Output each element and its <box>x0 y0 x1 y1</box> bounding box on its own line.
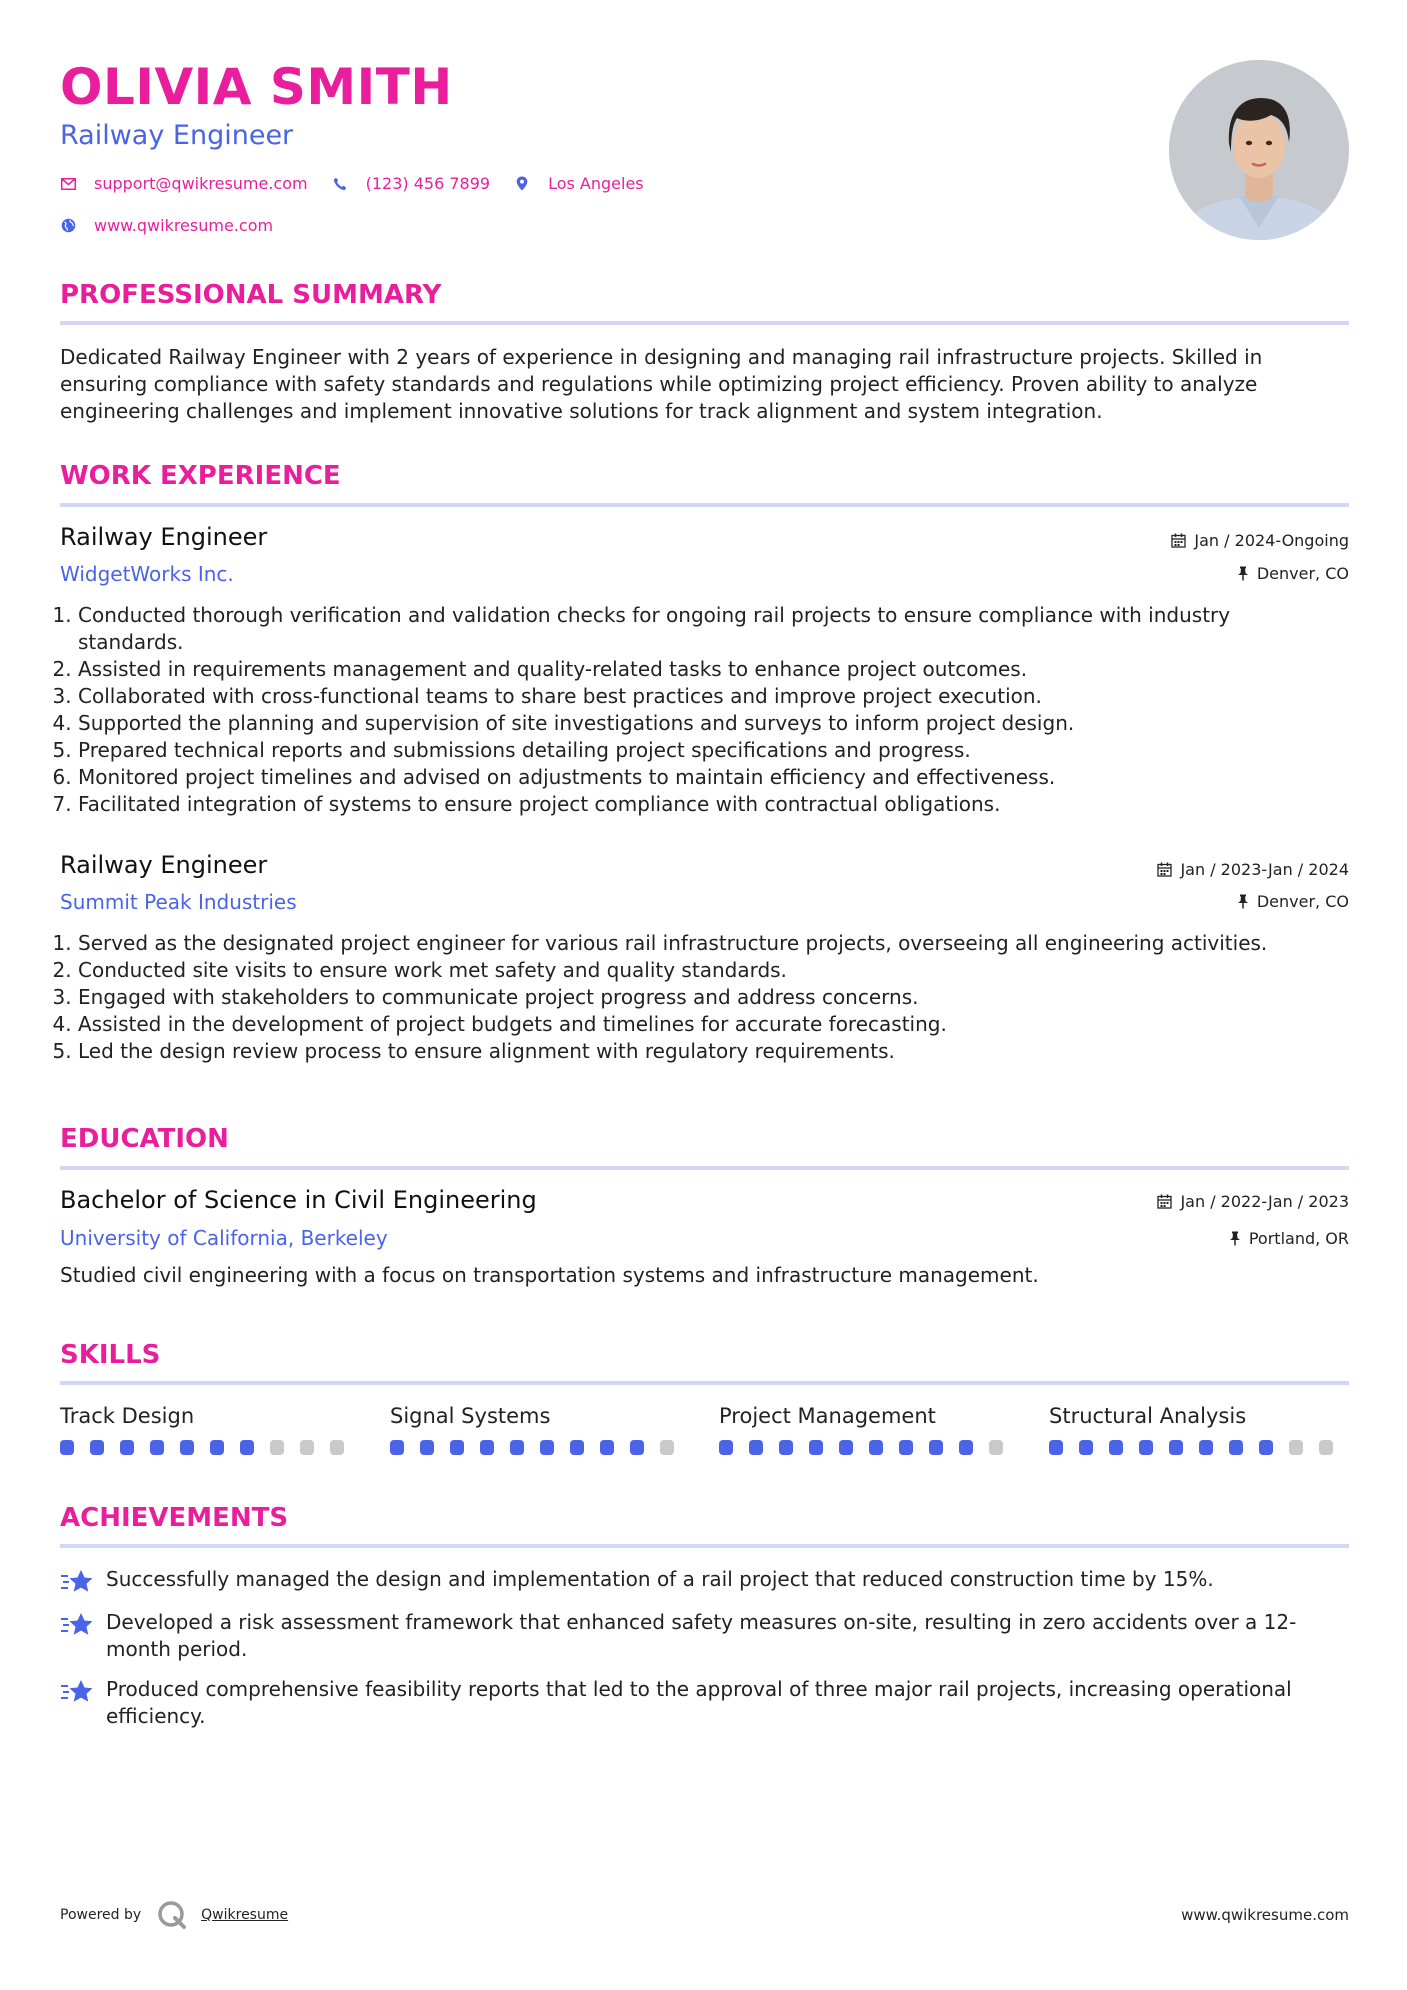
job-bullets <box>60 602 1318 818</box>
skill-dot-filled <box>809 1440 823 1455</box>
education-dates-text: Jan / 2022-Jan / 2023 <box>1180 1192 1349 1211</box>
job-company: Summit Peak Industries <box>60 890 297 914</box>
skill-dot-filled <box>450 1440 464 1455</box>
job-title: Railway Engineer <box>60 851 268 879</box>
skill-item <box>390 1404 690 1455</box>
globe-icon <box>60 218 76 234</box>
skill-dot-filled <box>390 1440 404 1455</box>
skill-rating <box>719 1440 1019 1455</box>
education-location-text: Portland, OR <box>1248 1229 1349 1248</box>
skill-dot-filled <box>630 1440 644 1455</box>
skill-name: Project Management <box>719 1404 936 1428</box>
contact-row <box>60 174 668 193</box>
skill-dot-filled <box>1109 1440 1123 1455</box>
summary-text: Dedicated Railway Engineer with 2 years of experience in designing and managing rail infrastructure projects. Skilled in ensuring compliance with safety standards and regulations while optimizing project efficiency. Proven ability to analyze engineering challenges and implement innovative solutions for track alignment and system integration. <box>60 345 1263 423</box>
calendar-icon <box>1157 862 1172 877</box>
job-bullet: 3. Engaged with stakeholders to communicate project progress and address concerns. <box>78 984 1318 1011</box>
achievements-heading: ACHIEVEMENTS <box>60 1503 289 1533</box>
contact-website[interactable]: www.qwikresume.com <box>94 216 274 235</box>
pushpin-icon <box>1237 894 1249 909</box>
degree-title: Bachelor of Science in Civil Engineering <box>60 1186 537 1214</box>
section-divider <box>60 1381 1349 1385</box>
skill-dot-filled <box>240 1440 254 1455</box>
achievement-text: Developed a risk assessment framework that enhanced safety measures on-site, resulting in zero accidents over a 12-month period. <box>106 1610 1297 1661</box>
job-dates <box>1171 531 1349 550</box>
skill-dot-filled <box>719 1440 733 1455</box>
star-icon <box>60 1678 94 1706</box>
star-icon <box>60 1611 94 1639</box>
skill-dot-empty <box>300 1440 314 1455</box>
job-location-text: Denver, CO <box>1256 564 1349 583</box>
skill-dot-filled <box>210 1440 224 1455</box>
pushpin-icon <box>1229 1231 1241 1246</box>
job-dates-text: Jan / 2024-Ongoing <box>1194 531 1349 550</box>
skill-dot-filled <box>1229 1440 1243 1455</box>
star-icon <box>60 1568 94 1596</box>
skill-dot-filled <box>480 1440 494 1455</box>
job-bullet: 5. Prepared technical reports and submissions detailing project specifications and progress. <box>78 737 1318 764</box>
contact-phone[interactable]: (123) 456 7899 <box>365 174 491 193</box>
qwikresume-brand-link[interactable]: Qwikresume <box>201 1907 289 1923</box>
skill-dot-filled <box>779 1440 793 1455</box>
education-description: Studied civil engineering with a focus on transportation systems and infrastructure management. <box>60 1263 1039 1287</box>
experience-heading: WORK EXPERIENCE <box>60 461 341 491</box>
candidate-title: Railway Engineer <box>60 120 294 151</box>
skill-name: Track Design <box>60 1404 195 1428</box>
section-divider <box>60 321 1349 325</box>
skill-dot-filled <box>1049 1440 1063 1455</box>
skill-dot-empty <box>989 1440 1003 1455</box>
skill-dot-filled <box>1199 1440 1213 1455</box>
achievement-text: Produced comprehensive feasibility reports that led to the approval of three major rail projects, increasing operational efficiency. <box>106 1677 1292 1728</box>
candidate-name: OLIVIA SMITH <box>60 58 453 116</box>
skill-item <box>719 1404 1019 1455</box>
achievement-text: Successfully managed the design and implementation of a rail project that reduced construction time by 15%. <box>106 1567 1214 1591</box>
job-bullet: 2. Assisted in requirements management and quality-related tasks to enhance project outcomes. <box>78 656 1318 683</box>
job-bullet: 5. Led the design review process to ensure alignment with regulatory requirements. <box>78 1038 1318 1065</box>
skill-dot-filled <box>540 1440 554 1455</box>
skill-dot-filled <box>929 1440 943 1455</box>
skill-dot-filled <box>570 1440 584 1455</box>
skill-dot-filled <box>1139 1440 1153 1455</box>
skill-dot-filled <box>869 1440 883 1455</box>
school-name: University of California, Berkeley <box>60 1226 388 1250</box>
map-pin-icon <box>514 176 530 192</box>
profile-photo <box>1169 60 1349 240</box>
skill-dot-filled <box>1079 1440 1093 1455</box>
section-divider <box>60 1544 1349 1548</box>
skill-dot-empty <box>660 1440 674 1455</box>
skill-rating <box>60 1440 360 1455</box>
skill-dot-filled <box>60 1440 74 1455</box>
phone-icon <box>332 176 348 192</box>
job-title: Railway Engineer <box>60 523 268 551</box>
education-dates <box>1157 1192 1349 1211</box>
skill-name: Structural Analysis <box>1049 1404 1247 1428</box>
skill-dot-filled <box>120 1440 134 1455</box>
skill-rating <box>1049 1440 1349 1455</box>
skill-dot-filled <box>90 1440 104 1455</box>
summary-heading: PROFESSIONAL SUMMARY <box>60 280 442 310</box>
skill-dot-filled <box>899 1440 913 1455</box>
calendar-icon <box>1171 533 1186 548</box>
skill-dot-empty <box>1319 1440 1333 1455</box>
job-dates <box>1157 860 1349 879</box>
job-bullets <box>60 930 1318 1065</box>
skill-dot-filled <box>749 1440 763 1455</box>
achievement-item <box>60 1566 1349 1596</box>
pushpin-icon <box>1237 566 1249 581</box>
envelope-icon <box>60 176 76 192</box>
skill-item <box>1049 1404 1349 1455</box>
education-location <box>1229 1229 1349 1248</box>
job-company: WidgetWorks Inc. <box>60 562 234 586</box>
job-location <box>1237 564 1349 583</box>
skill-name: Signal Systems <box>390 1404 551 1428</box>
skill-dot-filled <box>420 1440 434 1455</box>
skill-dot-filled <box>600 1440 614 1455</box>
skill-dot-filled <box>1259 1440 1273 1455</box>
footer-website[interactable]: www.qwikresume.com <box>1181 1906 1349 1924</box>
job-bullet: 1. Conducted thorough verification and validation checks for ongoing rail projects to ensure compliance with industry standards. <box>78 602 1318 656</box>
contact-location: Los Angeles <box>548 174 644 193</box>
job-bullet: 6. Monitored project timelines and advised on adjustments to maintain efficiency and effectiveness. <box>78 764 1318 791</box>
footer-powered-by <box>60 1900 288 1930</box>
skill-dot-filled <box>959 1440 973 1455</box>
contact-email[interactable]: support@qwikresume.com <box>94 174 308 193</box>
job-bullet: 1. Served as the designated project engineer for various rail infrastructure projects, overseeing all engineering activities. <box>78 930 1318 957</box>
skill-dot-empty <box>270 1440 284 1455</box>
qwikresume-logo-icon <box>157 1900 187 1930</box>
skills-heading: SKILLS <box>60 1340 161 1370</box>
skill-rating <box>390 1440 690 1455</box>
skill-dot-filled <box>180 1440 194 1455</box>
job-bullet: 7. Facilitated integration of systems to ensure project compliance with contractual obligations. <box>78 791 1318 818</box>
job-bullet: 4. Supported the planning and supervision of site investigations and surveys to inform project design. <box>78 710 1318 737</box>
achievement-item <box>60 1609 1349 1663</box>
website-row <box>60 216 297 235</box>
calendar-icon <box>1157 1194 1172 1209</box>
job-bullet: 3. Collaborated with cross-functional teams to share best practices and improve project execution. <box>78 683 1318 710</box>
skill-dot-filled <box>1169 1440 1183 1455</box>
skill-dot-empty <box>1289 1440 1303 1455</box>
skill-item <box>60 1404 360 1455</box>
section-divider <box>60 1166 1349 1170</box>
job-location-text: Denver, CO <box>1256 892 1349 911</box>
education-heading: EDUCATION <box>60 1124 229 1154</box>
skill-dot-filled <box>510 1440 524 1455</box>
powered-by-label: Powered by <box>60 1907 142 1923</box>
skill-dot-filled <box>839 1440 853 1455</box>
job-location <box>1237 892 1349 911</box>
skill-dot-empty <box>330 1440 344 1455</box>
job-bullet: 4. Assisted in the development of project budgets and timelines for accurate forecasting. <box>78 1011 1318 1038</box>
job-dates-text: Jan / 2023-Jan / 2024 <box>1180 860 1349 879</box>
skill-dot-filled <box>150 1440 164 1455</box>
section-divider <box>60 503 1349 507</box>
job-bullet: 2. Conducted site visits to ensure work met safety and quality standards. <box>78 957 1318 984</box>
achievement-item <box>60 1676 1349 1730</box>
